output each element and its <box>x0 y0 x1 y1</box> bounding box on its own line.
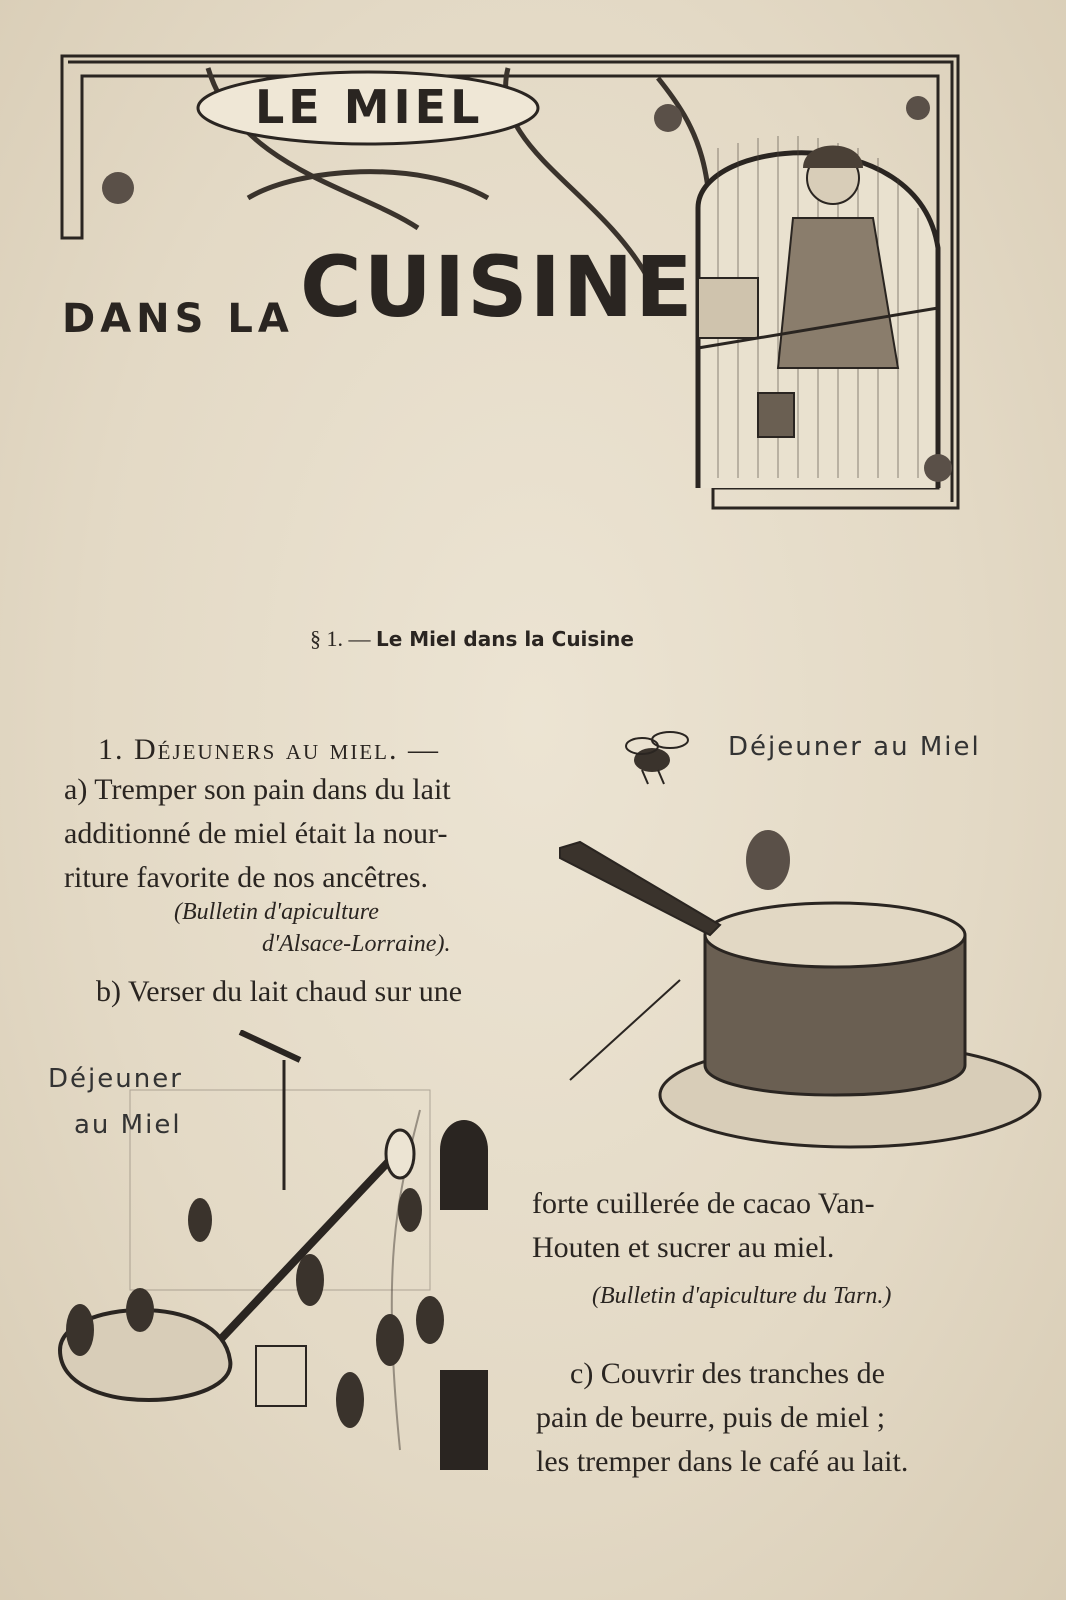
recipe-c-line: pain de beurre, puis de miel ; <box>536 1401 886 1434</box>
recipe-c-line: c) Couvrir des tranches de <box>570 1357 885 1390</box>
recipe-c-text <box>570 1352 1030 1396</box>
recipe-a-line: riture favorite de nos ancêtres. <box>64 861 428 894</box>
section-title: Le Miel dans la Cuisine <box>376 627 634 651</box>
recipe-c-line: les tremper dans le café au lait. <box>536 1445 909 1478</box>
saucepan-illustration <box>550 820 1050 1160</box>
recipe-b-line1: b) Verser du lait chaud sur une <box>96 975 463 1008</box>
spoon-illustration <box>20 1030 520 1490</box>
caption-left-line2: au Miel <box>74 1110 182 1140</box>
recipe-b-line: Houten et sucrer au miel. <box>532 1231 835 1264</box>
recipe-b-cont <box>532 1182 875 1270</box>
caption-left-line1: Déjeuner <box>48 1064 183 1094</box>
section-heading <box>310 626 634 652</box>
citation-a-line1: (Bulletin d'apiculture <box>174 899 379 925</box>
recipe-c-text-cont <box>536 1396 1016 1484</box>
caption-top-right: Déjeuner au Miel <box>728 732 981 762</box>
citation-b: (Bulletin d'apiculture du Tarn.) <box>592 1283 892 1309</box>
header-title-le-miel: LE MIEL <box>255 80 484 134</box>
header-title-dans-la: DANS LA <box>62 296 294 342</box>
recipe-b-line: forte cuillerée de cacao Van- <box>532 1187 875 1220</box>
citation-a-line2: d'Alsace-Lorraine). <box>262 931 451 957</box>
recipe-a-text <box>64 768 544 900</box>
section-number: § 1. — <box>310 626 371 651</box>
bee-icon <box>612 724 700 788</box>
header-title-cuisine: CUISINE <box>300 238 695 336</box>
recipe-a-line: a) Tremper son pain dans du lait <box>64 773 451 806</box>
recipe-a-line: additionné de miel était la nour- <box>64 817 448 850</box>
recipe-heading: 1. Déjeuners au miel. — <box>98 733 440 766</box>
